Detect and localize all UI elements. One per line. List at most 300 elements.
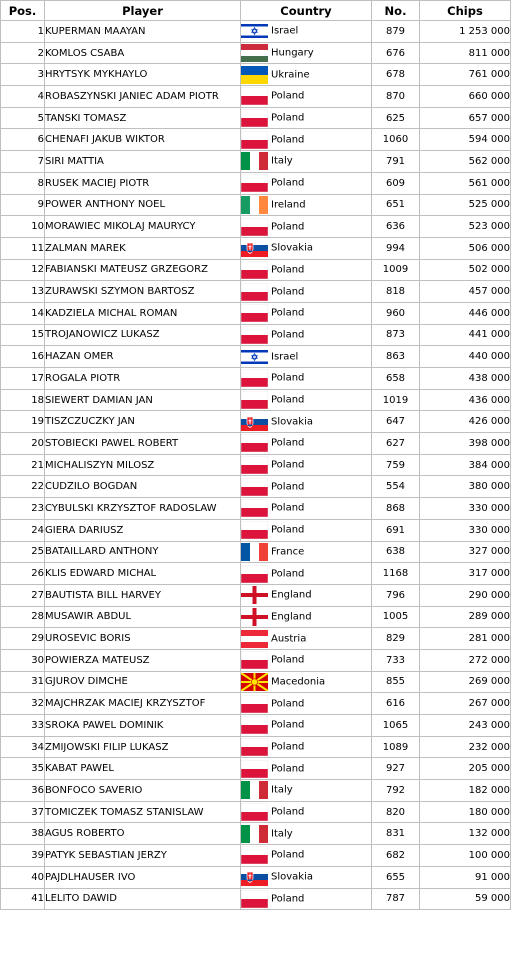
- row-chips: 272 000: [420, 649, 511, 671]
- row-pos: 21: [1, 454, 45, 476]
- poland-flag-icon: [241, 695, 268, 713]
- row-country-name: Poland: [271, 741, 305, 753]
- table-row: [1, 541, 511, 563]
- row-country: [241, 736, 372, 758]
- row-no: 636: [372, 216, 420, 238]
- header-no: No.: [372, 1, 420, 21]
- row-country: [241, 845, 372, 867]
- slovakia-flag-icon: [241, 868, 268, 886]
- row-chips: 436 000: [420, 389, 511, 411]
- row-player: TISZCZUCZKY JAN: [45, 411, 241, 433]
- row-player: KADZIELA MICHAL ROMAN: [45, 302, 241, 324]
- israel-flag-icon: [241, 22, 268, 40]
- row-player: GJUROV DIMCHE: [45, 671, 241, 693]
- row-no: 1065: [372, 715, 420, 737]
- row-pos: 31: [1, 671, 45, 693]
- row-country-name: Poland: [271, 849, 305, 861]
- france-flag-icon: [241, 543, 268, 561]
- row-pos: 17: [1, 368, 45, 390]
- row-player: BONFOCO SAVERIO: [45, 780, 241, 802]
- row-player: FABIANSKI MATEUSZ GRZEGORZ: [45, 259, 241, 281]
- poland-flag-icon: [241, 499, 268, 517]
- table-row: [1, 21, 511, 43]
- hungary-flag-icon: [241, 44, 268, 62]
- row-country: [241, 86, 372, 108]
- row-chips: 289 000: [420, 606, 511, 628]
- row-country-name: Macedonia: [271, 676, 326, 688]
- row-pos: 1: [1, 21, 45, 43]
- table-row: [1, 237, 511, 259]
- poland-flag-icon: [241, 391, 268, 409]
- table-row: [1, 411, 511, 433]
- row-country-name: Poland: [271, 437, 305, 449]
- england-flag-icon: [241, 586, 268, 604]
- poland-flag-icon: [241, 434, 268, 452]
- row-no: 960: [372, 302, 420, 324]
- ireland-flag-icon: [241, 196, 268, 214]
- row-chips: 525 000: [420, 194, 511, 216]
- slovakia-flag-icon: [241, 239, 268, 257]
- row-pos: 26: [1, 563, 45, 585]
- row-country: [241, 194, 372, 216]
- row-no: 1009: [372, 259, 420, 281]
- table-row: [1, 823, 511, 845]
- row-country: [241, 628, 372, 650]
- row-country: [241, 259, 372, 281]
- table-row: [1, 736, 511, 758]
- row-no: 627: [372, 433, 420, 455]
- row-player: UROSEVIC BORIS: [45, 628, 241, 650]
- row-country: [241, 368, 372, 390]
- row-chips: 205 000: [420, 758, 511, 780]
- row-pos: 35: [1, 758, 45, 780]
- row-pos: 41: [1, 888, 45, 910]
- row-player: PAJDLHAUSER IVO: [45, 866, 241, 888]
- row-chips: 426 000: [420, 411, 511, 433]
- row-country: [241, 389, 372, 411]
- row-pos: 38: [1, 823, 45, 845]
- row-country: [241, 237, 372, 259]
- row-pos: 22: [1, 476, 45, 498]
- table-row: [1, 649, 511, 671]
- row-pos: 37: [1, 801, 45, 823]
- row-country-name: Poland: [271, 481, 305, 493]
- row-country-name: Italy: [271, 155, 293, 167]
- row-no: 1060: [372, 129, 420, 151]
- row-pos: 8: [1, 172, 45, 194]
- row-pos: 4: [1, 86, 45, 108]
- row-no: 829: [372, 628, 420, 650]
- row-country-name: Ukraine: [271, 69, 310, 81]
- poland-flag-icon: [241, 369, 268, 387]
- row-no: 1168: [372, 563, 420, 585]
- italy-flag-icon: [241, 825, 268, 843]
- row-country: [241, 216, 372, 238]
- row-player: CHENAFI JAKUB WIKTOR: [45, 129, 241, 151]
- row-pos: 25: [1, 541, 45, 563]
- row-no: 658: [372, 368, 420, 390]
- row-country: [241, 346, 372, 368]
- row-pos: 36: [1, 780, 45, 802]
- row-pos: 30: [1, 649, 45, 671]
- row-country-name: Poland: [271, 459, 305, 471]
- row-chips: 438 000: [420, 368, 511, 390]
- row-no: 678: [372, 64, 420, 86]
- row-country-name: Poland: [271, 893, 305, 905]
- row-chips: 330 000: [420, 519, 511, 541]
- poland-flag-icon: [241, 456, 268, 474]
- row-country: [241, 476, 372, 498]
- table-row: [1, 346, 511, 368]
- row-country-name: Poland: [271, 177, 305, 189]
- table-row: [1, 433, 511, 455]
- ukraine-flag-icon: [241, 66, 268, 84]
- table-row: [1, 216, 511, 238]
- row-chips: 327 000: [420, 541, 511, 563]
- row-country-name: Poland: [271, 719, 305, 731]
- table-row: [1, 498, 511, 520]
- row-no: 625: [372, 107, 420, 129]
- row-chips: 132 000: [420, 823, 511, 845]
- table-row: [1, 845, 511, 867]
- row-no: 655: [372, 866, 420, 888]
- row-chips: 182 000: [420, 780, 511, 802]
- row-country-name: Slovakia: [271, 416, 313, 428]
- row-chips: 290 000: [420, 584, 511, 606]
- row-chips: 380 000: [420, 476, 511, 498]
- row-no: 609: [372, 172, 420, 194]
- poland-flag-icon: [241, 478, 268, 496]
- row-country: [241, 866, 372, 888]
- row-country-name: Slovakia: [271, 242, 313, 254]
- row-chips: 398 000: [420, 433, 511, 455]
- row-player: MUSAWIR ABDUL: [45, 606, 241, 628]
- row-player: ROBASZYNSKI JANIEC ADAM PIOTR: [45, 86, 241, 108]
- row-country: [241, 758, 372, 780]
- row-country-name: Israel: [271, 25, 299, 37]
- row-country: [241, 151, 372, 173]
- row-player: HAZAN OMER: [45, 346, 241, 368]
- row-player: TANSKI TOMASZ: [45, 107, 241, 129]
- row-chips: 440 000: [420, 346, 511, 368]
- table-row: [1, 368, 511, 390]
- poland-flag-icon: [241, 131, 268, 149]
- row-country: [241, 42, 372, 64]
- row-pos: 15: [1, 324, 45, 346]
- table-row: [1, 324, 511, 346]
- row-pos: 5: [1, 107, 45, 129]
- row-pos: 11: [1, 237, 45, 259]
- italy-flag-icon: [241, 152, 268, 170]
- poland-flag-icon: [241, 283, 268, 301]
- table-row: [1, 194, 511, 216]
- table-row: [1, 628, 511, 650]
- italy-flag-icon: [241, 781, 268, 799]
- row-no: 638: [372, 541, 420, 563]
- row-country: [241, 21, 372, 43]
- header-chips: Chips: [420, 1, 511, 21]
- row-country-name: Poland: [271, 654, 305, 666]
- row-pos: 33: [1, 715, 45, 737]
- row-country-name: Poland: [271, 221, 305, 233]
- row-pos: 7: [1, 151, 45, 173]
- row-country: [241, 519, 372, 541]
- table-row: [1, 129, 511, 151]
- row-pos: 6: [1, 129, 45, 151]
- table-row: [1, 693, 511, 715]
- row-no: 759: [372, 454, 420, 476]
- row-player: ZALMAN MAREK: [45, 237, 241, 259]
- row-pos: 18: [1, 389, 45, 411]
- row-country: [241, 324, 372, 346]
- row-country: [241, 498, 372, 520]
- row-country-name: Poland: [271, 698, 305, 710]
- row-player: MICHALISZYN MILOSZ: [45, 454, 241, 476]
- row-player: KUPERMAN MAAYAN: [45, 21, 241, 43]
- row-country: [241, 64, 372, 86]
- row-pos: 27: [1, 584, 45, 606]
- row-no: 868: [372, 498, 420, 520]
- header-row: [1, 1, 511, 21]
- row-country: [241, 172, 372, 194]
- row-chips: 457 000: [420, 281, 511, 303]
- table-row: [1, 42, 511, 64]
- macedonia-flag-icon: [241, 673, 268, 691]
- poland-flag-icon: [241, 326, 268, 344]
- row-chips: 761 000: [420, 64, 511, 86]
- row-pos: 24: [1, 519, 45, 541]
- row-country: [241, 649, 372, 671]
- poland-flag-icon: [241, 846, 268, 864]
- poland-flag-icon: [241, 890, 268, 908]
- row-no: 831: [372, 823, 420, 845]
- row-country-name: Poland: [271, 329, 305, 341]
- row-chips: 506 000: [420, 237, 511, 259]
- row-chips: 269 000: [420, 671, 511, 693]
- row-no: 927: [372, 758, 420, 780]
- row-pos: 40: [1, 866, 45, 888]
- row-player: TROJANOWICZ LUKASZ: [45, 324, 241, 346]
- row-player: KOMLOS CSABA: [45, 42, 241, 64]
- row-no: 870: [372, 86, 420, 108]
- row-country: [241, 823, 372, 845]
- row-country: [241, 541, 372, 563]
- table-row: [1, 715, 511, 737]
- row-player: MORAWIEC MIKOLAJ MAURYCY: [45, 216, 241, 238]
- row-player: CUDZILO BOGDAN: [45, 476, 241, 498]
- row-pos: 13: [1, 281, 45, 303]
- row-chips: 594 000: [420, 129, 511, 151]
- table-row: [1, 86, 511, 108]
- row-country-name: Poland: [271, 806, 305, 818]
- row-player: ZMIJOWSKI FILIP LUKASZ: [45, 736, 241, 758]
- row-pos: 3: [1, 64, 45, 86]
- table-row: [1, 476, 511, 498]
- row-player: ROGALA PIOTR: [45, 368, 241, 390]
- row-chips: 243 000: [420, 715, 511, 737]
- row-player: POWIERZA MATEUSZ: [45, 649, 241, 671]
- row-pos: 12: [1, 259, 45, 281]
- row-player: POWER ANTHONY NOEL: [45, 194, 241, 216]
- row-pos: 14: [1, 302, 45, 324]
- row-player: MAJCHRZAK MACIEJ KRZYSZTOF: [45, 693, 241, 715]
- row-chips: 100 000: [420, 845, 511, 867]
- header-country: Country: [241, 1, 372, 21]
- row-country: [241, 281, 372, 303]
- table-row: [1, 172, 511, 194]
- header-player: Player: [45, 1, 241, 21]
- row-player: CYBULSKI KRZYSZTOF RADOSLAW: [45, 498, 241, 520]
- row-country-name: Poland: [271, 394, 305, 406]
- row-country: [241, 302, 372, 324]
- row-no: 651: [372, 194, 420, 216]
- row-no: 791: [372, 151, 420, 173]
- row-country: [241, 129, 372, 151]
- row-country-name: Poland: [271, 112, 305, 124]
- row-player: RUSEK MACIEJ PIOTR: [45, 172, 241, 194]
- row-country-name: Poland: [271, 307, 305, 319]
- header-pos: Pos.: [1, 1, 45, 21]
- table-row: [1, 671, 511, 693]
- row-player: GIERA DARIUSZ: [45, 519, 241, 541]
- row-chips: 811 000: [420, 42, 511, 64]
- row-country: [241, 584, 372, 606]
- row-country-name: Poland: [271, 264, 305, 276]
- row-chips: 657 000: [420, 107, 511, 129]
- poland-flag-icon: [241, 565, 268, 583]
- table-row: [1, 281, 511, 303]
- row-country-name: Slovakia: [271, 871, 313, 883]
- row-country: [241, 433, 372, 455]
- row-country-name: France: [271, 546, 305, 558]
- row-chips: 59 000: [420, 888, 511, 910]
- row-pos: 10: [1, 216, 45, 238]
- table-row: [1, 64, 511, 86]
- table-row: [1, 780, 511, 802]
- row-country-name: Poland: [271, 568, 305, 580]
- table-row: [1, 107, 511, 129]
- row-pos: 32: [1, 693, 45, 715]
- row-chips: 281 000: [420, 628, 511, 650]
- row-no: 820: [372, 801, 420, 823]
- row-country: [241, 107, 372, 129]
- row-pos: 2: [1, 42, 45, 64]
- table-row: [1, 801, 511, 823]
- row-no: 691: [372, 519, 420, 541]
- poland-flag-icon: [241, 174, 268, 192]
- row-no: 879: [372, 21, 420, 43]
- row-pos: 34: [1, 736, 45, 758]
- table-row: [1, 519, 511, 541]
- row-no: 1019: [372, 389, 420, 411]
- table-row: [1, 888, 511, 910]
- row-chips: 330 000: [420, 498, 511, 520]
- row-country: [241, 606, 372, 628]
- row-no: 863: [372, 346, 420, 368]
- row-player: LELITO DAWID: [45, 888, 241, 910]
- row-country: [241, 563, 372, 585]
- row-country-name: Poland: [271, 286, 305, 298]
- poland-flag-icon: [241, 651, 268, 669]
- row-country-name: Italy: [271, 828, 293, 840]
- row-no: 733: [372, 649, 420, 671]
- row-pos: 39: [1, 845, 45, 867]
- row-pos: 28: [1, 606, 45, 628]
- row-chips: 502 000: [420, 259, 511, 281]
- row-no: 682: [372, 845, 420, 867]
- row-player: BATAILLARD ANTHONY: [45, 541, 241, 563]
- row-player: BAUTISTA BILL HARVEY: [45, 584, 241, 606]
- row-player: KABAT PAWEL: [45, 758, 241, 780]
- row-chips: 523 000: [420, 216, 511, 238]
- row-no: 994: [372, 237, 420, 259]
- row-chips: 562 000: [420, 151, 511, 173]
- row-chips: 446 000: [420, 302, 511, 324]
- row-no: 616: [372, 693, 420, 715]
- table-row: [1, 866, 511, 888]
- row-country: [241, 801, 372, 823]
- row-no: 855: [372, 671, 420, 693]
- row-chips: 1 253 000: [420, 21, 511, 43]
- row-no: 1089: [372, 736, 420, 758]
- poland-flag-icon: [241, 304, 268, 322]
- table-row: [1, 151, 511, 173]
- row-country-name: Poland: [271, 763, 305, 775]
- row-player: KLIS EDWARD MICHAL: [45, 563, 241, 585]
- poland-flag-icon: [241, 803, 268, 821]
- row-no: 676: [372, 42, 420, 64]
- poland-flag-icon: [241, 521, 268, 539]
- row-player: AGUS ROBERTO: [45, 823, 241, 845]
- row-pos: 16: [1, 346, 45, 368]
- table-row: [1, 259, 511, 281]
- row-no: 818: [372, 281, 420, 303]
- row-country: [241, 411, 372, 433]
- row-chips: 91 000: [420, 866, 511, 888]
- table-row: [1, 606, 511, 628]
- row-country-name: Poland: [271, 372, 305, 384]
- row-player: SROKA PAWEL DOMINIK: [45, 715, 241, 737]
- table-row: [1, 302, 511, 324]
- row-player: SIRI MATTIA: [45, 151, 241, 173]
- row-country-name: Italy: [271, 784, 293, 796]
- row-pos: 9: [1, 194, 45, 216]
- row-pos: 20: [1, 433, 45, 455]
- row-country: [241, 671, 372, 693]
- row-no: 1005: [372, 606, 420, 628]
- row-no: 554: [372, 476, 420, 498]
- row-player: HRYTSYK MYKHAYLO: [45, 64, 241, 86]
- row-player: TOMICZEK TOMASZ STANISLAW: [45, 801, 241, 823]
- row-chips: 441 000: [420, 324, 511, 346]
- row-no: 796: [372, 584, 420, 606]
- row-country-name: Ireland: [271, 199, 306, 211]
- table-row: [1, 454, 511, 476]
- slovakia-flag-icon: [241, 413, 268, 431]
- row-no: 787: [372, 888, 420, 910]
- row-country: [241, 693, 372, 715]
- poland-flag-icon: [241, 87, 268, 105]
- row-country-name: Poland: [271, 502, 305, 514]
- row-country-name: Poland: [271, 90, 305, 102]
- row-no: 873: [372, 324, 420, 346]
- table-row: [1, 584, 511, 606]
- row-chips: 180 000: [420, 801, 511, 823]
- row-country-name: England: [271, 589, 312, 601]
- poland-flag-icon: [241, 738, 268, 756]
- row-country-name: Poland: [271, 134, 305, 146]
- row-chips: 317 000: [420, 563, 511, 585]
